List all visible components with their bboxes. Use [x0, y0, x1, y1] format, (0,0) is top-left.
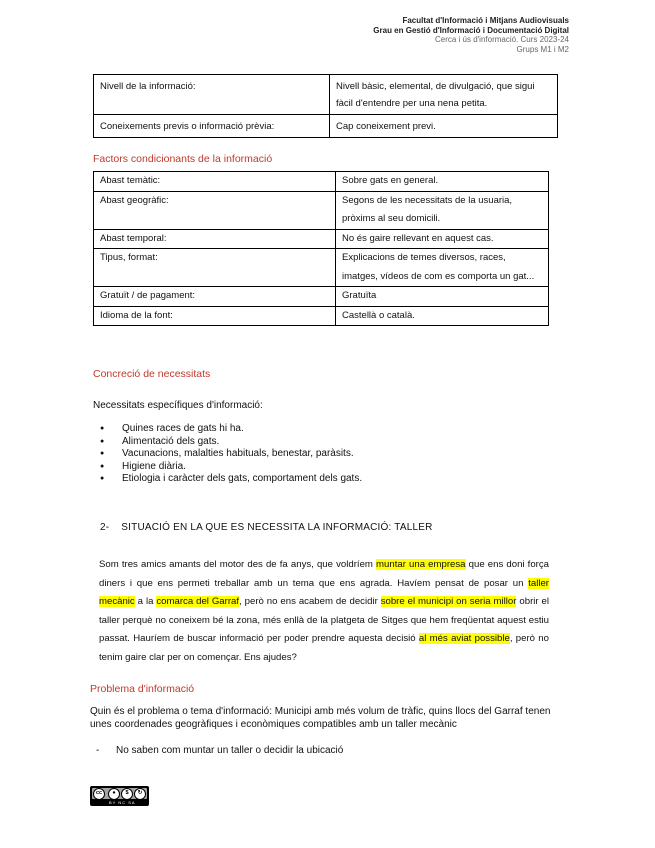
- table-row: [94, 229, 549, 249]
- table-cell-value: Cap coneixement previ.: [330, 115, 558, 138]
- dash-list-item: - No saben com muntar un taller o decidir la ubicació: [96, 745, 344, 756]
- table-cell-key: Tipus, format:: [94, 249, 336, 287]
- section-heading: [100, 522, 433, 533]
- scenario-paragraph: [99, 556, 549, 668]
- header-faculty: Facultat d'Informació i Mitjans Audiovisuals: [402, 16, 569, 25]
- table-cell-key: Abast geogràfic:: [94, 191, 336, 229]
- problem-text: Quin és el problema o tema d'informació: Municipi amb més volum de tràfic, quins llocs del Garraf tenen unes coordenades geogràfiques i econòmiques compatibles amb un taller mecànic: [90, 706, 551, 730]
- problem-heading: Problema d'informació: [90, 683, 195, 695]
- table-row: [94, 287, 549, 307]
- table-cell-key: Abast temàtic:: [94, 172, 336, 192]
- highlighted-text: taller mecànic: [99, 577, 549, 608]
- table-row: [94, 172, 549, 192]
- table-cell-value: Segons de les necessitats de la usuaria, pròxims al seu domicili.: [336, 191, 549, 229]
- information-level-table: [93, 74, 558, 138]
- list-item: ● Alimentació dels gats.: [100, 436, 362, 449]
- list-item: ● Vacunacions, malalties habituals, benestar, paràsits.: [100, 448, 362, 461]
- document-header: [373, 16, 569, 54]
- table-cell-value: Sobre gats en general.: [336, 172, 549, 192]
- table-cell-key: Abast temporal:: [94, 229, 336, 249]
- creative-commons-icon: [90, 786, 149, 806]
- paragraph-text: obrir el taller perquè no coneixem bé la zona, més enllà de la platgeta de Sitges que hem freqüentat aquest estiu passat. Hauríem de buscar informació per poder prendre aquesta decisió: [99, 596, 549, 645]
- header-groups: Grups M1 i M2: [516, 44, 569, 54]
- factors-heading: Factors condicionants de la informació: [93, 153, 273, 165]
- license-bar-text: BY NC SA: [109, 800, 136, 805]
- concrecio-heading: Concreció de necessitats: [93, 368, 211, 380]
- highlighted-text: sobre el municipi on seria millor: [380, 596, 517, 608]
- cc-symbol: cc: [93, 788, 105, 800]
- table-row: [94, 306, 549, 326]
- table-cell-key: Nivell de la informació:: [94, 75, 330, 115]
- header-course: Cerca i ús d'informació. Curs 2023-24: [434, 35, 569, 44]
- list-item: ● Quines races de gats hi ha.: [100, 423, 362, 436]
- table-row: [94, 75, 558, 115]
- section-title: SITUACIÓ EN LA QUE ES NECESSITA LA INFORMACIÓ: TALLER: [121, 522, 433, 533]
- header-degree: Grau en Gestió d'Informació i Documentació Digital: [373, 25, 569, 35]
- highlighted-text: comarca del Garraf: [156, 596, 240, 608]
- highlighted-text: muntar una empresa: [376, 559, 466, 570]
- table-row: [94, 115, 558, 138]
- dash-item-text: No saben com muntar un taller o decidir la ubicació: [116, 745, 344, 756]
- table-row: [94, 191, 549, 229]
- table-cell-value: Nivell bàsic, elemental, de divulgació, que sigui fàcil d'entendre per una nena petita.: [330, 75, 558, 115]
- table-cell-key: Idioma de la font:: [94, 306, 336, 326]
- section-number: 2-: [100, 522, 110, 533]
- nc-symbol: $: [121, 788, 133, 800]
- paragraph-text: a la: [134, 596, 157, 608]
- needs-intro: Necessitats específiques d'informació:: [93, 400, 263, 411]
- factors-table: [93, 171, 549, 326]
- table-cell-value: Explicacions de temes diversos, races, imatges, vídeos de com es comporta un gat...: [336, 249, 549, 287]
- table-cell-key: Gratuït / de pagament:: [94, 287, 336, 307]
- table-row: [94, 249, 549, 287]
- table-cell-value: No és gaire rellevant en aquest cas.: [336, 229, 549, 249]
- list-item: ● Etiologia i caràcter dels gats, comportament dels gats.: [100, 473, 362, 486]
- paragraph-text: , però no ens acabem de decidir: [239, 596, 381, 608]
- table-cell-value: Gratuïta: [336, 287, 549, 307]
- paragraph-text: que ens doni força diners i que ens permeti treballar amb un tema que ens agrada. Havíem pensat de posar un: [99, 559, 549, 589]
- paragraph-text: , però no tenim gaire clar per on començar. Ens ajudes?: [99, 633, 549, 663]
- table-cell-value: Castellà o català.: [336, 306, 549, 326]
- needs-list: [100, 423, 362, 486]
- highlighted-text: al més aviat possible: [418, 633, 510, 645]
- list-item: ● Higiene diària.: [100, 461, 362, 474]
- by-symbol: ●: [108, 788, 120, 800]
- paragraph-text: Som tres amics amants del motor des de fa anys, que voldríem: [99, 559, 377, 570]
- table-cell-key: Coneixements previs o informació prèvia:: [94, 115, 330, 138]
- sa-symbol: ↻: [134, 788, 146, 800]
